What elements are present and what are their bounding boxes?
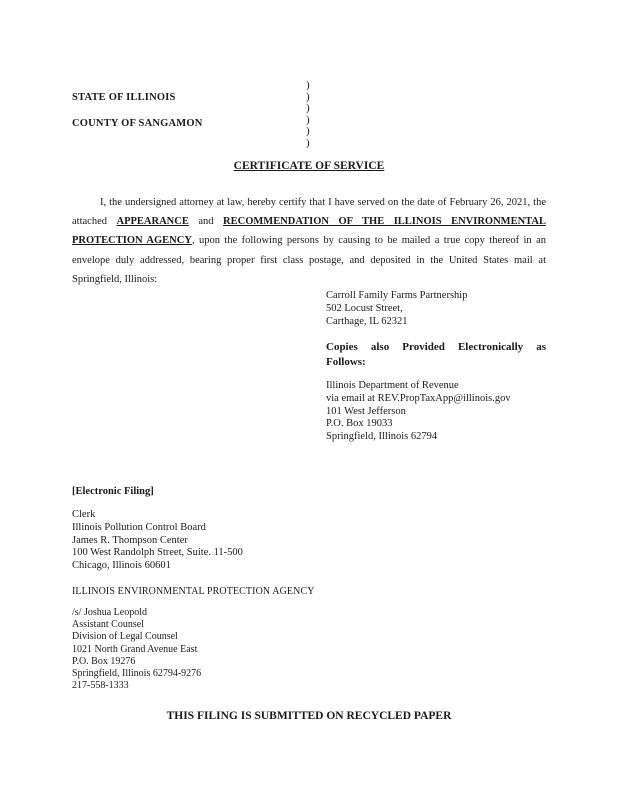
paren: ) [306, 125, 310, 137]
electronic-filing-label: [Electronic Filing] [72, 486, 154, 497]
body-text-and: and [188, 216, 224, 228]
signature-line: Assistant Counsel [72, 619, 144, 631]
agency-name: ILLINOIS ENVIRONMENTAL PROTECTION AGENCY [72, 586, 315, 597]
signature-line: Division of Legal Counsel [72, 631, 178, 643]
signature-line: P.O. Box 19276 [72, 655, 136, 667]
signature-line: /s/ Joshua Leopold [72, 607, 147, 618]
certification-paragraph [72, 193, 546, 289]
signature-line: Springfield, Illinois 62794-9276 [72, 668, 202, 680]
signature-line: 217-558-1333 [72, 680, 129, 692]
address-line: Springfield, Illinois 62794 [326, 431, 438, 443]
address-line: Carthage, IL 62321 [326, 315, 408, 327]
recipient-address [326, 290, 546, 328]
caption-county: COUNTY OF SANGAMON [72, 118, 203, 129]
address-line: Clerk [72, 509, 96, 520]
document-appearance: APPEARANCE [116, 216, 189, 228]
caption-state: STATE OF ILLINOIS [72, 92, 176, 103]
body-text-1: I, the undersigned attorney at law, hereby certify that I have served on the date of February 26, 2021, the attached [72, 197, 546, 228]
address-line: via email at REV.PropTaxApp@illinois.gov [326, 392, 511, 404]
address-line: 502 Locust Street, [326, 302, 403, 314]
paren: ) [306, 90, 310, 103]
recycled-paper-footer: THIS FILING IS SUBMITTED ON RECYCLED PAPER [166, 710, 452, 722]
paren: ) [306, 102, 310, 114]
address-line: 100 West Randolph Street, Suite. 11-500 [72, 547, 243, 559]
paren: ) [306, 136, 310, 149]
address-line: Chicago, Illinois 60601 [72, 560, 171, 572]
address-line: P.O. Box 19033 [326, 418, 393, 430]
dept-revenue-address [326, 380, 546, 444]
signature-block [72, 607, 201, 692]
body-text-2: , upon the following persons by causing to be mailed a true copy thereof in an envelope duly addressed, bearing proper first class postage, and deposited in the United States mail at Springfield, Illinois: [72, 235, 546, 285]
signature-line: 1021 North Grand Avenue East [72, 643, 198, 655]
paren: ) [306, 79, 310, 91]
caption-parentheses [306, 80, 310, 149]
address-line: 101 West Jefferson [326, 405, 406, 417]
clerk-address [72, 509, 243, 573]
address-line: Carroll Family Farms Partnership [326, 290, 468, 301]
paren: ) [306, 113, 310, 126]
document-title: CERTIFICATE OF SERVICE [233, 160, 385, 172]
document-recommendation: RECOMMENDATION OF THE ILLINOIS ENVIRONMENTAL PROTECTION AGENCY [72, 216, 546, 247]
copies-heading: Copies also Provided Electronically as Follows: [326, 341, 546, 368]
address-line: James R. Thompson Center [72, 534, 188, 546]
address-line: Illinois Department of Revenue [326, 380, 459, 391]
address-line: Illinois Pollution Control Board [72, 521, 206, 533]
